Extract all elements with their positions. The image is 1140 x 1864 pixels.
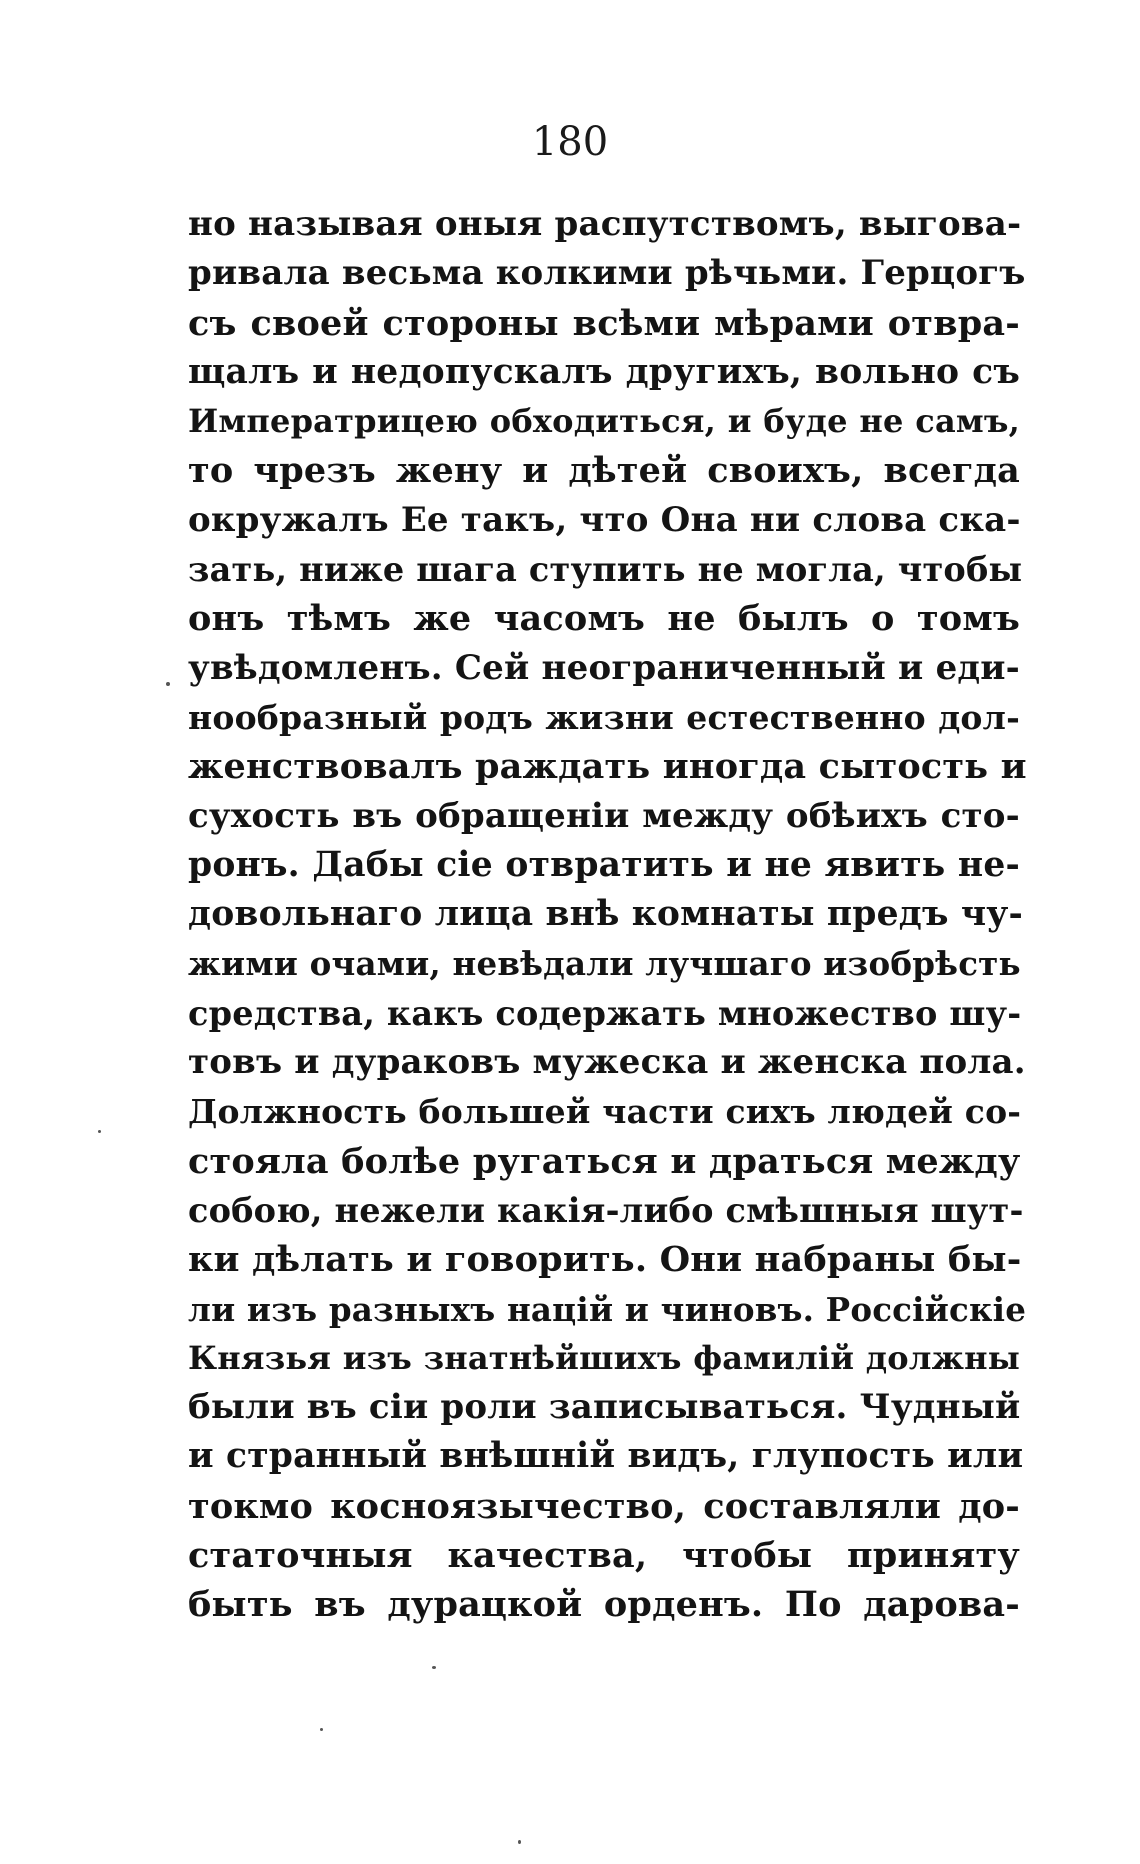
text-line: Должность большей части сихъ людей со-: [188, 1092, 1022, 1132]
text-line: токмо косноязычество, составляли до-: [188, 1485, 1020, 1527]
text-line: онъ тѣмъ же часомъ не былъ о томъ: [188, 598, 1020, 640]
text-line: и странный внѣшній видъ, глупость или: [188, 1436, 1024, 1477]
text-line: статочныя качества, чтобы приняту: [188, 1535, 1020, 1577]
text-line: съ своей стороны всѣми мѣрами отвра-: [188, 302, 1020, 344]
text-line: ривала весьма колкими рѣчьми. Герцогъ: [188, 253, 1026, 294]
text-line: ронъ. Дабы сіе отвратить и не явить не-: [188, 844, 1020, 885]
text-line: собою, нежели какія-либо смѣшныя шут-: [188, 1190, 1024, 1230]
text-line: увѣдомленъ. Сей неограниченный и еди-: [188, 647, 1020, 688]
scan-speck: [432, 1666, 436, 1669]
page-number: 180: [531, 119, 609, 165]
text-line: ки дѣлать и говорить. Они набраны бы-: [188, 1239, 1022, 1281]
text-line: жими очами, невѣдали лучшаго изобрѣсть: [188, 944, 1021, 984]
text-line: довольнаго лица внѣ комнаты предъ чу-: [188, 894, 1024, 935]
text-line: но называя оныя распутствомъ, выгова-: [188, 204, 1022, 244]
scan-speck: [98, 1130, 101, 1133]
text-line: то чрезъ жену и дѣтей своихъ, всегда: [188, 450, 1020, 492]
text-line: Князья изъ знатнѣйшихъ фамилій должны: [188, 1338, 1020, 1377]
text-line: сухость въ обращеніи между обѣихъ сто-: [188, 795, 1020, 836]
text-line: зать, ниже шага ступить не могла, чтобы: [188, 550, 1023, 590]
scan-speck: [166, 682, 170, 686]
text-line: женствовалъ раждать иногда сытость и: [188, 746, 1027, 788]
text-line: были въ сіи роли записываться. Чудный: [188, 1387, 1021, 1428]
text-line: нообразный родъ жизни естественно дол-: [188, 697, 1020, 737]
scan-speck: [320, 1728, 323, 1731]
text-line: средства, какъ содержать множество шу-: [188, 993, 1022, 1033]
text-line: быть въ дурацкой орденъ. По дарова-: [188, 1584, 1020, 1626]
text-line: окружалъ Ее такъ, что Она ни слова ска-: [188, 499, 1021, 540]
text-line: товъ и дураковъ мужеска и женска пола.: [188, 1042, 1026, 1083]
scan-speck: [518, 1840, 521, 1844]
text-line: ли изъ разныхъ націй и чиновъ. Россійскіе: [188, 1289, 1027, 1329]
body-text: [188, 200, 1027, 1630]
text-line: Императрицею обходиться, и буде не самъ,: [188, 402, 1020, 441]
text-line: щалъ и недопускалъ другихъ, вольно съ: [188, 351, 1020, 392]
text-line: стояла болѣе ругаться и драться между: [188, 1140, 1021, 1182]
